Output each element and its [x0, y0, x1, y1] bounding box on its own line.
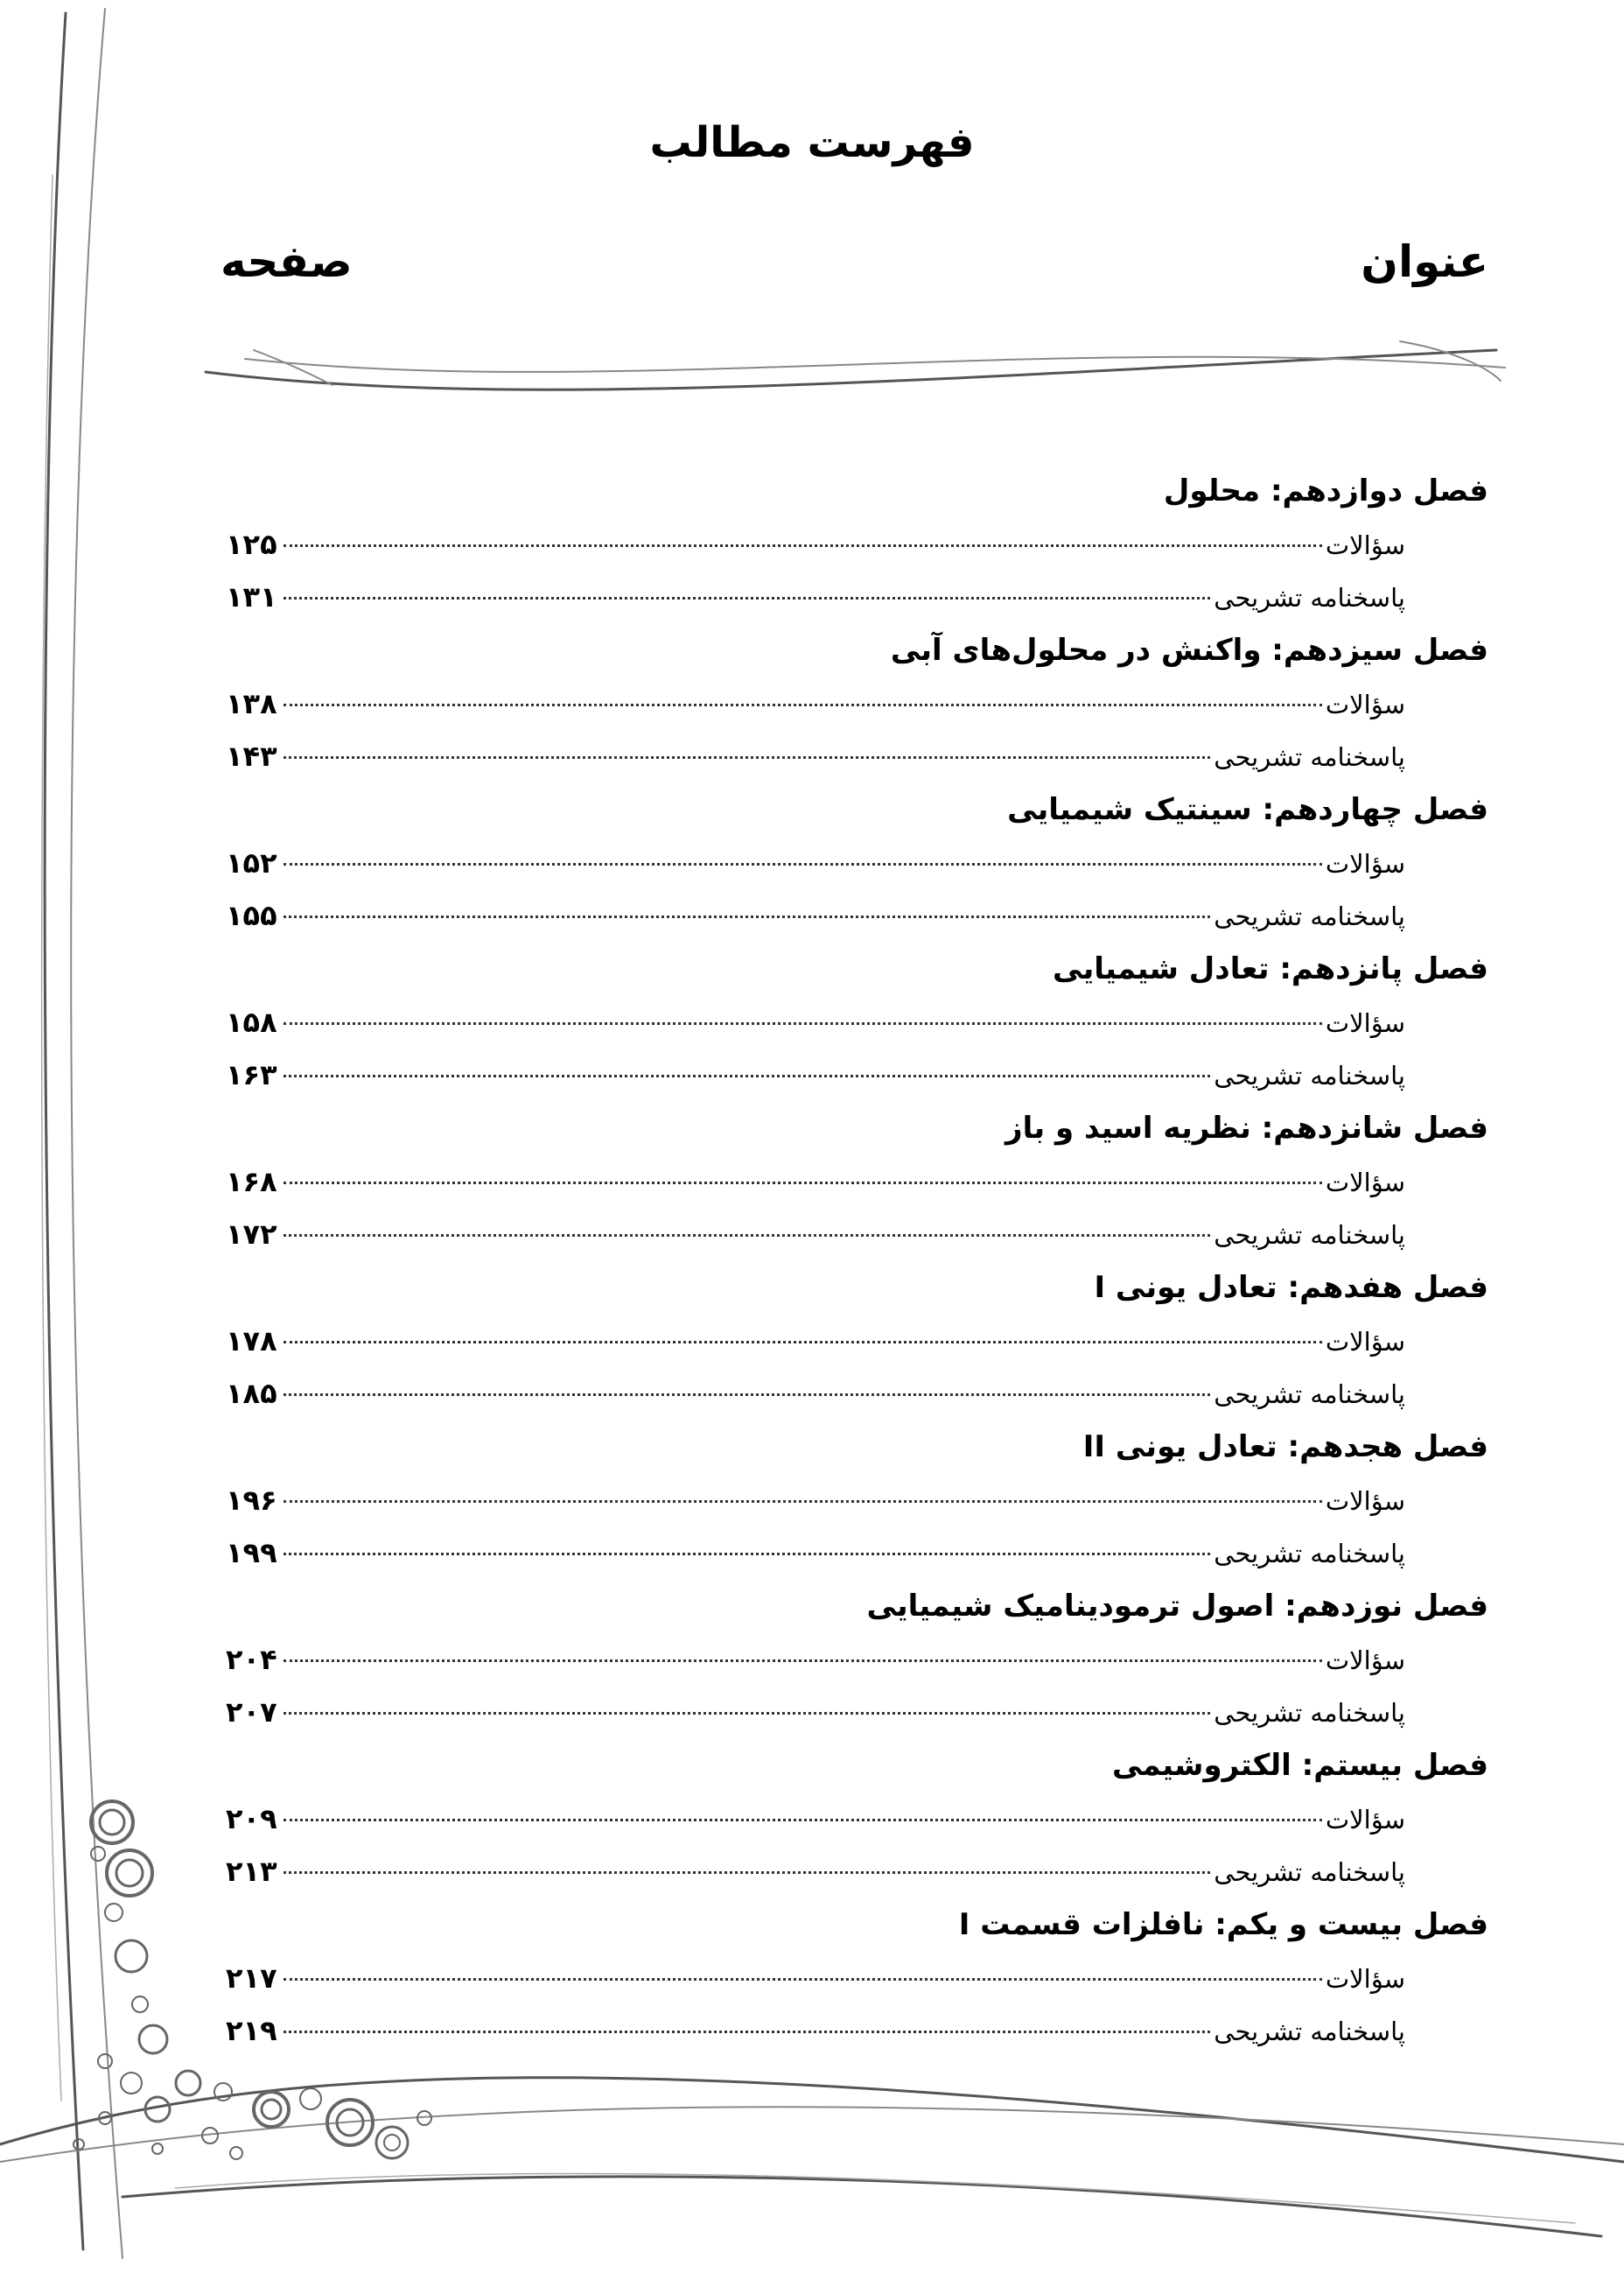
dot-leader: [284, 1712, 1210, 1715]
entry-label: سؤالات: [1325, 1645, 1405, 1675]
page-number: ۱۹۶: [226, 1484, 277, 1517]
chapter-title: فصل هفدهم: تعادل یونی I: [1094, 1270, 1488, 1305]
entry-label: پاسخنامه تشریحی: [1214, 583, 1405, 613]
chapter-title: فصل بیستم: الکتروشیمی: [1111, 1748, 1488, 1783]
toc-chapter: [226, 942, 1488, 1101]
entry-label: پاسخنامه تشریحی: [1214, 1857, 1405, 1887]
page-number: ۱۵۲: [226, 846, 277, 880]
entry-label: پاسخنامه تشریحی: [1214, 1539, 1405, 1568]
toc-entry: [226, 730, 1488, 782]
toc-entry: [226, 1049, 1488, 1101]
dot-leader: [284, 1234, 1210, 1237]
dot-leader: [284, 2031, 1210, 2033]
toc-entry: [226, 837, 1488, 889]
entry-label: سؤالات: [1325, 1168, 1405, 1197]
toc-chapter: [226, 1898, 1488, 2057]
entry-label: سؤالات: [1325, 530, 1405, 560]
entry-label: سؤالات: [1325, 849, 1405, 879]
dot-leader: [284, 1341, 1322, 1343]
toc-entry: [226, 2004, 1488, 2057]
toc-entry: [226, 1952, 1488, 2004]
entry-label: پاسخنامه تشریحی: [1214, 1379, 1405, 1409]
toc-entry: [226, 1155, 1488, 1208]
page-number: ۱۸۵: [226, 1377, 277, 1410]
toc-entry: [226, 1792, 1488, 1845]
page-number: ۲۱۹: [226, 2014, 277, 2047]
toc-chapter: [226, 464, 1488, 623]
dot-leader: [284, 1393, 1210, 1396]
entry-label: سؤالات: [1325, 1008, 1405, 1038]
entry-label: سؤالات: [1325, 1327, 1405, 1357]
dot-leader: [284, 1819, 1322, 1821]
toc-entry: [226, 1845, 1488, 1898]
page-number: ۱۲۵: [226, 528, 277, 561]
chapter-title: فصل دوازدهم: محلول: [1163, 474, 1488, 509]
page-number: ۲۰۷: [226, 1695, 277, 1729]
dot-leader: [284, 1075, 1210, 1077]
page-number: ۱۶۳: [226, 1058, 277, 1091]
toc-chapter: [226, 1260, 1488, 1420]
entry-label: پاسخنامه تشریحی: [1214, 901, 1405, 931]
page-number: ۲۰۴: [226, 1643, 277, 1676]
entry-label: پاسخنامه تشریحی: [1214, 1220, 1405, 1250]
chapter-title: فصل بیست و یکم: نافلزات قسمت I: [958, 1907, 1488, 1942]
entry-label: سؤالات: [1325, 1964, 1405, 1994]
dot-leader: [284, 1182, 1322, 1184]
toc-chapter: [226, 623, 1488, 782]
dot-leader: [284, 1871, 1210, 1874]
toc-chapter: [226, 1579, 1488, 1738]
chapter-title: فصل شانزدهم: نظریه اسید و باز: [1005, 1111, 1488, 1146]
page-title: فهرست مطالب: [649, 118, 975, 167]
page-number: ۱۵۸: [226, 1006, 277, 1039]
page-number: ۱۹۹: [226, 1536, 277, 1569]
entry-label: سؤالات: [1325, 690, 1405, 719]
chapter-title: فصل سیزدهم: واکنش در محلول‌های آبی: [890, 633, 1488, 668]
column-header-topic: عنوان: [1361, 236, 1488, 287]
entry-label: پاسخنامه تشریحی: [1214, 1698, 1405, 1728]
entry-label: سؤالات: [1325, 1805, 1405, 1835]
page-number: ۱۳۱: [226, 580, 277, 614]
dot-leader: [284, 544, 1322, 547]
page-number: ۲۱۷: [226, 1961, 277, 1995]
toc-entry: [226, 1686, 1488, 1738]
dot-leader: [284, 704, 1322, 706]
dot-leader: [284, 1978, 1322, 1981]
toc-entry: [226, 889, 1488, 942]
toc-entry: [226, 1474, 1488, 1526]
toc-chapter: [226, 1738, 1488, 1898]
page-number: ۱۳۸: [226, 687, 277, 720]
page-number: ۲۱۳: [226, 1855, 277, 1888]
toc-chapter: [226, 1101, 1488, 1260]
toc-entry: [226, 677, 1488, 730]
page-number: ۱۶۸: [226, 1165, 277, 1198]
page-number: ۱۷۸: [226, 1324, 277, 1357]
entry-label: پاسخنامه تشریحی: [1214, 2017, 1405, 2046]
dot-leader: [284, 1500, 1322, 1503]
toc-entry: [226, 571, 1488, 623]
dot-leader: [284, 1553, 1210, 1555]
dot-leader: [284, 1659, 1322, 1662]
entry-label: پاسخنامه تشریحی: [1214, 1061, 1405, 1091]
toc-entry: [226, 996, 1488, 1049]
chapter-title: فصل هجدهم: تعادل یونی II: [1082, 1429, 1488, 1464]
toc-entry: [226, 1526, 1488, 1579]
dot-leader: [284, 1022, 1322, 1025]
table-of-contents: [226, 464, 1488, 2057]
column-header-page: صفحه: [220, 236, 353, 287]
toc-chapter: [226, 782, 1488, 942]
page-number: ۱۷۲: [226, 1217, 277, 1251]
dot-leader: [284, 916, 1210, 918]
dot-leader: [284, 756, 1210, 759]
chapter-title: فصل چهاردهم: سینتیک شیمیایی: [1007, 792, 1488, 827]
dot-leader: [284, 863, 1322, 866]
toc-entry: [226, 518, 1488, 571]
toc-entry: [226, 1208, 1488, 1260]
dot-leader: [284, 597, 1210, 600]
entry-label: سؤالات: [1325, 1486, 1405, 1516]
page-number: ۱۴۳: [226, 740, 277, 773]
page-number: ۲۰۹: [226, 1802, 277, 1835]
entry-label: پاسخنامه تشریحی: [1214, 742, 1405, 772]
chapter-title: فصل پانزدهم: تعادل شیمیایی: [1053, 951, 1488, 986]
page-number: ۱۵۵: [226, 899, 277, 932]
toc-entry: [226, 1315, 1488, 1367]
toc-entry: [226, 1633, 1488, 1686]
toc-chapter: [226, 1420, 1488, 1579]
toc-entry: [226, 1367, 1488, 1420]
chapter-title: فصل نوزدهم: اصول ترمودینامیک شیمیایی: [866, 1589, 1488, 1624]
